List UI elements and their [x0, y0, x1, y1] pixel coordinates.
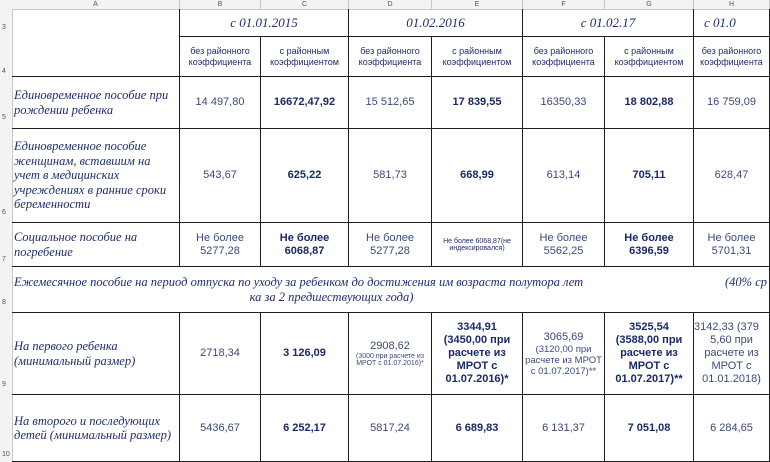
- cell-label-first[interactable]: На первого ребенка (минимальный размер): [12, 313, 180, 395]
- cell-second-c[interactable]: 6 252,17: [261, 395, 349, 462]
- first-h-value: 3142,33 (379: [694, 321, 759, 333]
- cell-early-b[interactable]: 543,67: [180, 129, 261, 223]
- column-header-b[interactable]: B: [180, 0, 261, 9]
- monthly-label-2: ка за 2 предшествующих года): [249, 289, 414, 304]
- cell-second-f[interactable]: 6 131,37: [523, 395, 605, 462]
- cell-first-c[interactable]: 3 126,09: [261, 313, 349, 395]
- first-f-value: 3065,69: [543, 330, 584, 343]
- monthly-label: Ежемесячное пособие на период отпуска по уходу за ребенком до достижения им возраста полутора лет: [14, 275, 584, 289]
- cell-sub-c[interactable]: с районным коэффициентом: [261, 37, 349, 77]
- column-header-g[interactable]: G: [605, 0, 694, 9]
- cell-burial-f[interactable]: Не более 5562,25: [523, 223, 605, 267]
- cell-first-f[interactable]: [523, 313, 605, 395]
- cell-first-g[interactable]: [605, 313, 694, 395]
- cell-burial-g[interactable]: Не более 6396,59: [605, 223, 694, 267]
- cell-burial-e[interactable]: Не более 6068,87(не индексировался): [432, 223, 523, 267]
- cell-second-g[interactable]: 7 051,08: [605, 395, 694, 462]
- cell-burial-b[interactable]: Не более 5277,28: [180, 223, 261, 267]
- row-header-4[interactable]: 4: [2, 68, 6, 75]
- row-header-7[interactable]: 7: [2, 256, 6, 263]
- cell-first-b[interactable]: 2718,34: [180, 313, 261, 395]
- cell-first-e[interactable]: [432, 313, 523, 395]
- cell-label-early[interactable]: Единовременное пособие женщинам, вставшим на учет в медицинских учреждениях в ранние сроки беременности: [12, 129, 180, 223]
- cell-sub-f[interactable]: без районного коэффициента: [523, 37, 605, 77]
- column-header-c[interactable]: C: [261, 0, 349, 9]
- cell-first-d[interactable]: [349, 313, 432, 395]
- cell-label-birth[interactable]: Единовременное пособие при рождении ребенка: [12, 77, 180, 129]
- cell-early-d[interactable]: 581,73: [349, 129, 432, 223]
- cell-date-2016[interactable]: 01.02.2016: [349, 9, 523, 37]
- row-header-3[interactable]: 3: [2, 24, 6, 31]
- column-header-f[interactable]: F: [523, 0, 605, 9]
- column-header-d[interactable]: D: [349, 0, 432, 9]
- cell-date-2017[interactable]: с 01.02.17: [523, 9, 694, 37]
- cell-date-next[interactable]: с 01.0: [694, 9, 770, 37]
- first-d-value: 2908,62: [370, 340, 410, 352]
- cell-burial-c[interactable]: Не более 6068,87: [261, 223, 349, 267]
- cell-label-second[interactable]: На второго и последующих детей (минимальный размер): [12, 395, 180, 462]
- row-header-8[interactable]: 8: [2, 299, 6, 306]
- row-header-10[interactable]: 10: [2, 451, 10, 458]
- row-header-5[interactable]: 5: [2, 114, 6, 121]
- cell-birth-h[interactable]: 16 759,09: [694, 77, 770, 129]
- cell-sub-e[interactable]: с районным коэффициентом: [432, 37, 523, 77]
- cell-birth-b[interactable]: 14 497,80: [180, 77, 261, 129]
- cell-burial-h[interactable]: Не более 5701,31: [694, 223, 770, 267]
- cell-sub-g[interactable]: с районным коэффициентом: [605, 37, 694, 77]
- first-h-note: 5,60 при расчете из МРОТ с 01.01.2018): [702, 334, 761, 385]
- cell-birth-f[interactable]: 16350,33: [523, 77, 605, 129]
- cell-sub-d[interactable]: без районного коэффициента: [349, 37, 432, 77]
- first-e-value: 3344,91: [457, 321, 497, 333]
- first-g-note: (3588,00 при расчете из МРОТ с 01.07.2017)**: [615, 334, 683, 385]
- cell-sub-b[interactable]: без районного коэффициента: [180, 37, 261, 77]
- cell-label-burial[interactable]: Социальное пособие на погребение: [12, 223, 180, 267]
- cell-second-b[interactable]: 5436,67: [180, 395, 261, 462]
- cell-birth-g[interactable]: 18 802,88: [605, 77, 694, 129]
- first-f-note: (3120,00 при расчете из МРОТ с 01.07.2017)**: [525, 343, 602, 377]
- cell-early-h[interactable]: 628,47: [694, 129, 770, 223]
- cell-second-d[interactable]: 5817,24: [349, 395, 432, 462]
- cell-date-2015[interactable]: с 01.01.2015: [180, 9, 349, 37]
- row-header-9[interactable]: 9: [2, 381, 6, 388]
- cell-birth-d[interactable]: 15 512,65: [349, 77, 432, 129]
- cell-first-h[interactable]: [694, 313, 770, 395]
- first-g-value: 3525,54: [629, 321, 669, 333]
- cell-second-e[interactable]: 6 689,83: [432, 395, 523, 462]
- cell-early-c[interactable]: 625,22: [261, 129, 349, 223]
- cell-a3[interactable]: [12, 9, 180, 77]
- first-d-note: (3000 при расчете из МРОТ с 01.07.2016)*: [356, 353, 424, 367]
- column-header-a[interactable]: A: [12, 0, 180, 9]
- monthly-note: (40% ср: [725, 275, 767, 289]
- row-header-6[interactable]: 6: [2, 209, 6, 216]
- column-header-e[interactable]: E: [432, 0, 523, 9]
- cell-birth-c[interactable]: 16672,47,92: [261, 77, 349, 129]
- column-header-h[interactable]: H: [694, 0, 770, 9]
- cell-early-f[interactable]: 613,14: [523, 129, 605, 223]
- cell-sub-h[interactable]: без районного коэффициента: [694, 37, 770, 77]
- first-e-note: (3450,00 при расчете из МРОТ с 01.07.2016)*: [443, 334, 511, 385]
- cell-burial-d[interactable]: Не более 5277,28: [349, 223, 432, 267]
- cell-monthly-header[interactable]: [12, 267, 770, 313]
- cell-birth-e[interactable]: 17 839,55: [432, 77, 523, 129]
- cell-second-h[interactable]: 6 284,65: [694, 395, 770, 462]
- cell-early-g[interactable]: 705,11: [605, 129, 694, 223]
- cell-early-e[interactable]: 668,99: [432, 129, 523, 223]
